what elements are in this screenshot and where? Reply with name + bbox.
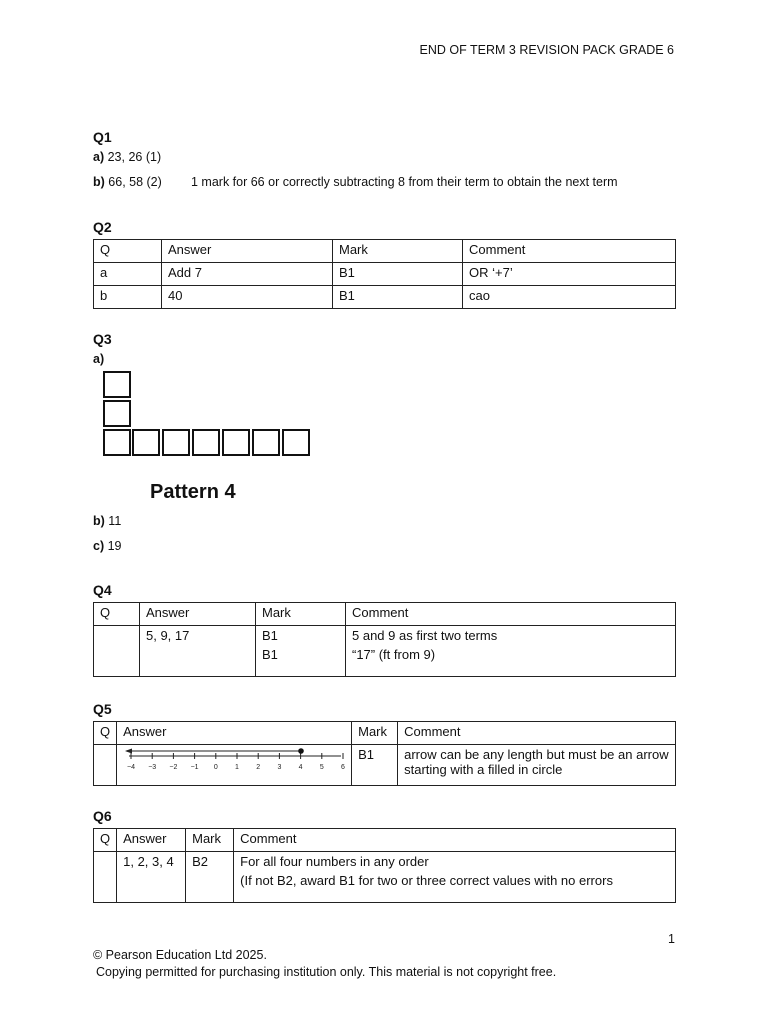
pattern-4-diagram <box>103 371 313 458</box>
q1-a <box>93 150 161 164</box>
table-row <box>94 852 676 903</box>
comment-line: For all four numbers in any order <box>240 854 429 869</box>
q6-table <box>93 828 676 903</box>
number-line-tick-label: −2 <box>169 764 178 771</box>
header-cell: Q <box>94 603 140 626</box>
q2-heading: Q2 <box>93 219 112 235</box>
number-line-tick-label: −1 <box>190 764 199 771</box>
pattern-square <box>132 429 160 456</box>
q3-c-label: c) <box>93 539 105 553</box>
pattern-square <box>103 429 131 456</box>
number-line-tick-label: 5 <box>319 764 324 771</box>
cell <box>94 626 140 677</box>
comment-line: 5 and 9 as first two terms <box>352 628 498 643</box>
q3-heading: Q3 <box>93 331 112 347</box>
pattern-label: Pattern 4 <box>150 481 236 503</box>
pattern-square <box>162 429 190 456</box>
cell: B1 <box>333 263 463 286</box>
mark-line: B1 <box>262 647 278 662</box>
cell: 40 <box>162 286 333 309</box>
cell <box>234 852 676 903</box>
table-row <box>94 626 676 677</box>
header-cell: Mark <box>333 240 463 263</box>
q1-b-label: b) <box>93 175 105 189</box>
header-cell: Answer <box>117 829 186 852</box>
number-line-labels <box>127 764 345 771</box>
cell: arrow can be any length but must be an arrow starting with a filled in circle <box>398 745 676 786</box>
cell: 1, 2, 3, 4 <box>117 852 186 903</box>
q1-b-text: 66, 58 (2) <box>108 175 162 189</box>
q5-table <box>93 721 676 786</box>
number-line-tick-label: −4 <box>127 764 136 771</box>
pattern-square <box>192 429 220 456</box>
q1-a-label: a) <box>93 150 105 164</box>
cell: b <box>94 286 162 309</box>
header-cell: Mark <box>352 722 398 745</box>
table-row <box>94 263 676 286</box>
q1-a-text: 23, 26 (1) <box>107 150 162 164</box>
q1-b-comment: 1 mark for 66 or correctly subtracting 8 from their term to obtain the next term <box>191 175 618 189</box>
header-cell: Comment <box>463 240 676 263</box>
header-cell: Q <box>94 240 162 263</box>
q3-b-text: 11 <box>108 514 122 528</box>
header-cell: Comment <box>234 829 676 852</box>
pattern-square <box>222 429 250 456</box>
header-cell: Answer <box>162 240 333 263</box>
page-number: 1 <box>668 932 675 946</box>
q3-b-label: b) <box>93 514 105 528</box>
cell <box>117 745 352 786</box>
cell <box>346 626 676 677</box>
filled-circle-icon <box>298 748 304 754</box>
arrow-head-icon <box>125 749 132 754</box>
pattern-square <box>252 429 280 456</box>
footer-notice: Copying permitted for purchasing institution only. This material is not copyright free. <box>96 965 557 979</box>
table-header-row <box>94 829 676 852</box>
q3-a-label-text: a) <box>93 352 105 366</box>
table-header-row <box>94 603 676 626</box>
q3-c <box>93 539 122 553</box>
header-cell: Comment <box>346 603 676 626</box>
footer-copyright: © Pearson Education Ltd 2025. <box>93 948 267 962</box>
q1-heading: Q1 <box>93 129 112 145</box>
pattern-square <box>103 400 131 427</box>
cell: cao <box>463 286 676 309</box>
pattern-square <box>103 371 131 398</box>
header-cell: Mark <box>186 829 234 852</box>
number-line-tick-label: 2 <box>256 764 261 771</box>
table-header-row <box>94 240 676 263</box>
cell: a <box>94 263 162 286</box>
cell: B2 <box>186 852 234 903</box>
q2-table <box>93 239 676 309</box>
pattern-square <box>282 429 310 456</box>
number-line-tick-label: −3 <box>148 764 157 771</box>
cell: Add 7 <box>162 263 333 286</box>
number-line-tick-label: 0 <box>213 764 218 771</box>
cell: B1 <box>352 745 398 786</box>
q1-b <box>93 175 162 189</box>
header-cell: Comment <box>398 722 676 745</box>
cell <box>256 626 346 677</box>
q4-table <box>93 602 676 677</box>
header-cell: Mark <box>256 603 346 626</box>
q4-heading: Q4 <box>93 582 112 598</box>
cell: 5, 9, 17 <box>140 626 256 677</box>
cell <box>94 745 117 786</box>
header-cell: Answer <box>117 722 352 745</box>
q3-b <box>93 514 121 528</box>
mark-line: B1 <box>262 628 278 643</box>
cell: B1 <box>333 286 463 309</box>
table-header-row <box>94 722 676 745</box>
number-line-tick-label: 6 <box>341 764 346 771</box>
page-header: END OF TERM 3 REVISION PACK GRADE 6 <box>419 43 674 57</box>
number-line <box>117 745 351 783</box>
header-cell: Answer <box>140 603 256 626</box>
number-line-tick-label: 1 <box>235 764 240 771</box>
comment-line: (If not B2, award B1 for two or three correct values with no errors <box>240 873 613 888</box>
cell: OR ‘+7’ <box>463 263 676 286</box>
header-cell: Q <box>94 722 117 745</box>
q3-c-text: 19 <box>107 539 122 553</box>
q5-heading: Q5 <box>93 701 112 717</box>
table-row <box>94 286 676 309</box>
number-line-tick-label: 3 <box>277 764 282 771</box>
header-cell: Q <box>94 829 117 852</box>
number-line-tick-label: 4 <box>298 764 303 771</box>
comment-line: “17” (ft from 9) <box>352 647 436 662</box>
q3-a-label <box>93 352 104 366</box>
table-row <box>94 745 676 786</box>
q6-heading: Q6 <box>93 808 112 824</box>
cell <box>94 852 117 903</box>
